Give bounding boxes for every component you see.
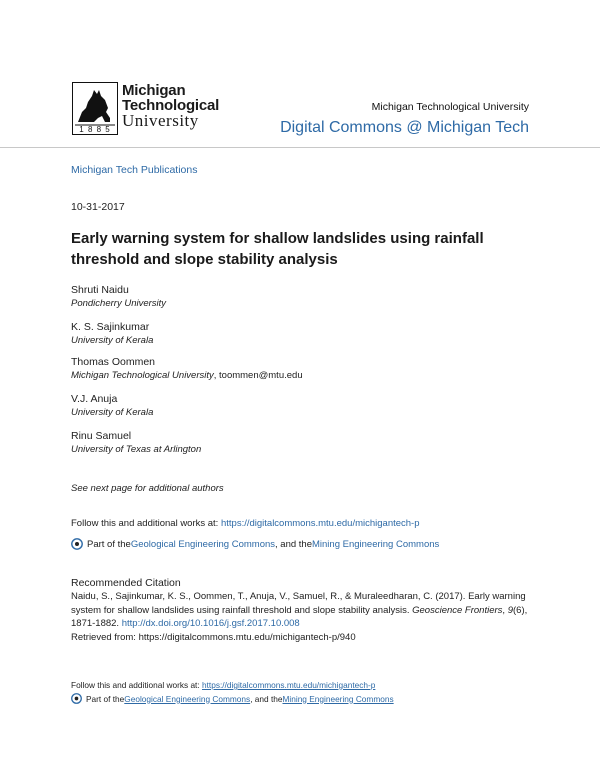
author-name: K. S. Sajinkumar [71,321,150,333]
author-entry [71,320,153,348]
citation-heading: Recommended Citation [71,577,181,589]
author-affiliation: University of Kerala [71,407,154,418]
author-name: V.J. Anuja [71,393,118,405]
author-entry [71,355,303,383]
citation-body: Naidu, S., Sajinkumar, K. S., Oommen, T., Anuja, V., Samuel, R., & Muraleedharan, C. (2017). Early warning system for shallow landslides using rainfall threshold and slope stability analysis. Geoscience Frontiers, 9(6), 1871-1882. http://dx.doi.org/10.1016/j.gsf.2017.10.008 Retrieved from: https://digitalcommons.mtu.edu/michigantech-p/940 [71,591,528,643]
author-affiliation: University of Kerala [71,335,154,346]
author-entry [71,283,166,311]
footer-follow-url-link[interactable]: https://digitalcommons.mtu.edu/michigantech-p [201,680,376,690]
publication-date: 10-31-2017 [71,201,125,213]
author-name: Rinu Samuel [71,430,132,442]
footer-part-of-line: Part of the Geological Engineering Commons , and the Mining Engineering Commons [71,693,394,704]
retrieved-from: Retrieved from: https://digitalcommons.mtu.edu/michigantech-p/940 [71,631,356,643]
follow-url-link[interactable]: https://digitalcommons.mtu.edu/michigantech-p [220,518,420,529]
author-name: Thomas Oommen [71,356,156,368]
footer-follow-line: Follow this and additional works at: https://digitalcommons.mtu.edu/michigantech-p [71,680,376,690]
footer-geological-engineering-link[interactable]: Geological Engineering Commons [124,693,251,704]
doi-link[interactable]: http://dx.doi.org/10.1016/j.gsf.2017.10.008 [121,618,300,629]
geological-engineering-link[interactable]: Geological Engineering Commons [130,538,276,550]
author-email: , toommen@mtu.edu [213,370,303,381]
logo-line-2: Technological [122,97,220,114]
logo-year: 1 8 8 5 [79,125,111,134]
author-name: Shruti Naidu [71,284,129,296]
logo-line-1: Michigan [122,82,186,99]
author-affiliation: Michigan Technological University, toommen@mtu.edu [71,370,303,381]
part-of-line: Part of the Geological Engineering Commons , and the Mining Engineering Commons [71,538,439,550]
author-entry [71,392,153,420]
mining-engineering-link[interactable]: Mining Engineering Commons [312,538,440,550]
header-divider [0,147,600,148]
author-affiliation: Pondicherry University [71,298,167,309]
header-institution: Michigan Technological University [371,101,529,113]
university-logo[interactable] [72,82,118,135]
author-entry [71,429,201,457]
paper-title: Early warning system for shallow landslides using rainfall threshold and slope stability analysis [71,230,484,268]
see-next-note: See next page for additional authors [71,483,224,494]
collection-link[interactable]: Michigan Tech Publications [71,164,198,176]
footer-mining-engineering-link[interactable]: Mining Engineering Commons [282,693,394,704]
follow-line: Follow this and additional works at: https://digitalcommons.mtu.edu/michigantech-p [71,518,420,529]
network-icon [71,538,83,550]
author-affiliation: University of Texas at Arlington [71,444,202,455]
logo-line-3: University [122,111,199,130]
digital-commons-link[interactable]: Digital Commons @ Michigan Tech [280,119,529,136]
network-icon [71,693,82,704]
logo-wordmark [122,83,219,128]
